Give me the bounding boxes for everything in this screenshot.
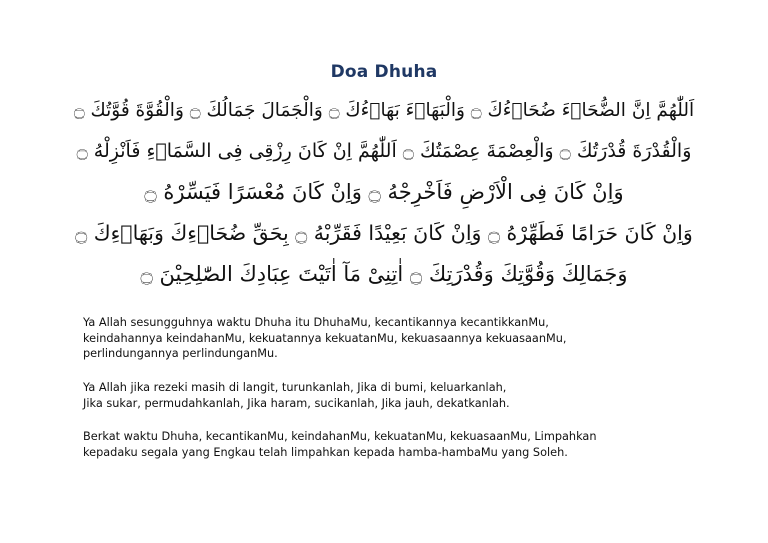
translation-line: keindahannya keindahanMu, kekuatannya kekuatanMu, kekuasaannya kekuasaanMu,	[83, 331, 567, 345]
translation-line: kepadaku segala yang Engkau telah limpahkan kepada hamba-hambaMu yang Soleh.	[83, 445, 568, 459]
arabic-prayer-text	[70, 90, 698, 295]
arabic-line-4: وَاِنْ كَانَ حَرَامًا فَطَهِّرْهُ ۝ وَاِنْ كَانَ بَعِيْدًا فَقَرِّبْهُ ۝ بِحَقِّ ضُحَاۤءِكَ وَبَهَاۤءِكَ ۝	[75, 221, 693, 245]
arabic-line-2: وَالْقُدْرَةَ قُدْرَتُكَ ۝ وَالْعِصْمَةَ عِصْمَتُكَ ۝ اَللّٰهُمَّ اِنْ كَانَ رِزْقِى فِى السَّمَاۤءِ فَاَنْزِلْهُ ۝	[76, 140, 692, 162]
translation-line: Berkat waktu Dhuha, kecantikanMu, keindahanMu, kekuatanMu, kekuasaanMu, Limpahkan	[83, 430, 597, 443]
translation-line: Jika sukar, permudahkanlah, Jika haram, sucikanlah, Jika jauh, dekatkanlah.	[83, 396, 510, 410]
arabic-line-3: وَاِنْ كَانَ فِى الْاَرْضِ فَاَخْرِجْهُ ۝ وَاِنْ كَانَ مُعْسَرًا فَيَسِّرْهُ ۝	[144, 180, 624, 204]
translation-paragraph-2	[83, 380, 693, 411]
translation-line: Ya Allah jika rezeki masih di langit, turunkanlah, Jika di bumi, keluarkanlah,	[83, 381, 507, 394]
translation-paragraph-3	[83, 429, 693, 460]
translation-line: perlindungannya perlindunganMu.	[83, 347, 278, 360]
arabic-line-1: اَللّٰهُمَّ اِنَّ الضُّحَاۤءَ ضُحَاۤءُكَ ۝ وَالْبَهَاۤءَ بَهَاۤءُكَ ۝ وَالْجَمَالَ جَمَالُكَ ۝ وَالْقُوَّةَ قُوَّتُكَ ۝	[73, 100, 695, 121]
arabic-line-5: وَجَمَالِكَ وَقُوَّتِكَ وَقُدْرَتِكَ ۝ اٰتِنِىْ مَآ اٰتَيْتَ عِبَادِكَ الصّٰلِحِيْنَ ۝	[140, 262, 628, 286]
page-title: Doa Dhuha	[330, 62, 438, 82]
translation-line: Ya Allah sesungguhnya waktu Dhuha itu DhuhaMu, kecantikannya kecantikkanMu,	[83, 316, 549, 329]
translation-paragraph-1	[83, 315, 693, 362]
